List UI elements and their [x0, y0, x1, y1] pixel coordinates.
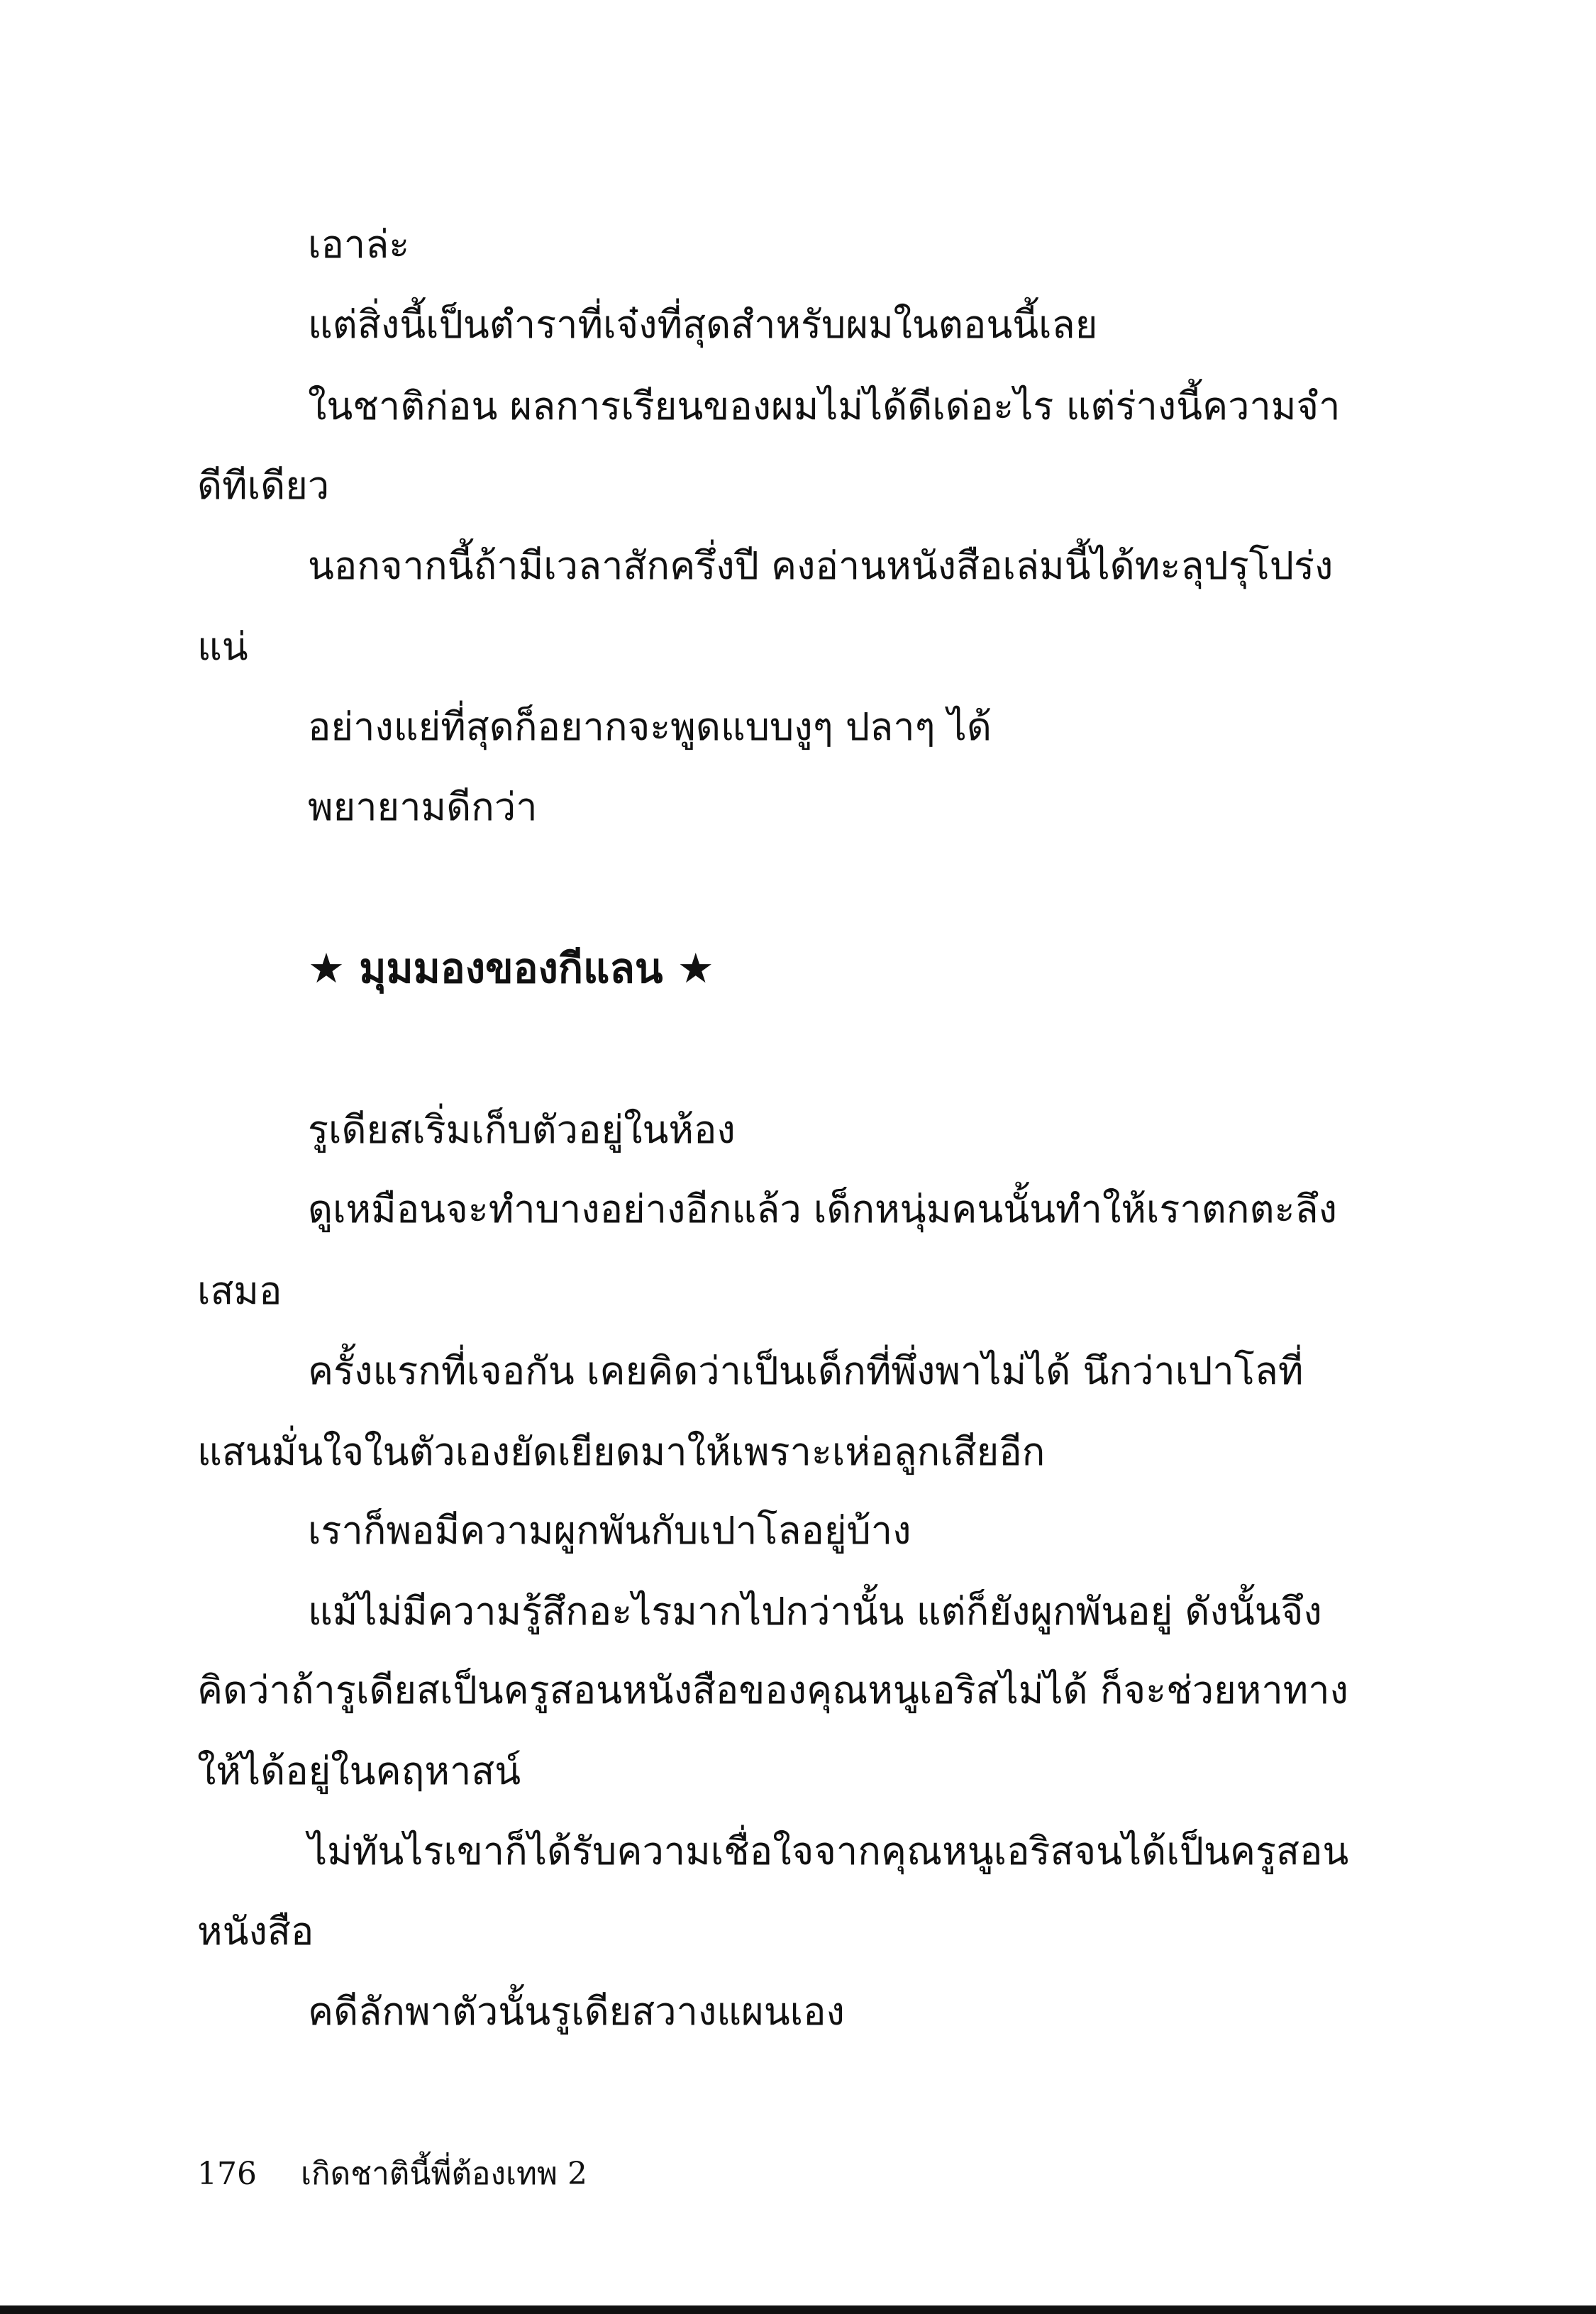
paragraph-line: แสนมั่นใจในตัวเองยัดเยียดมาให้เพราะเห่อลูกเสียอีก	[197, 1429, 1046, 1474]
paragraph-line: อย่างแย่ที่สุดก็อยากจะพูดแบบงูๆ ปลาๆ ได้	[308, 704, 992, 749]
star-icon: ★	[677, 944, 714, 992]
paragraph-line: ให้ได้อยู่ในคฤหาสน์	[197, 1749, 521, 1793]
paragraph-line: แน่	[197, 624, 248, 669]
paragraph-line: แม้ไม่มีความรู้สึกอะไรมากไปกว่านั้น แต่ก็ยังผูกพันอยู่ ดังนั้นจึง	[308, 1589, 1322, 1634]
page-footer	[197, 2153, 587, 2196]
paragraph-line: ไม่ทันไรเขาก็ได้รับความเชื่อใจจากคุณหนูเอริสจนได้เป็นครูสอน	[308, 1829, 1349, 1873]
paragraph-line: ดูเหมือนจะทำบางอย่างอีกแล้ว เด็กหนุ่มคนนั้นทำให้เราตกตะลึง	[308, 1187, 1338, 1231]
paragraph-line: ดีทีเดียว	[197, 463, 330, 508]
bottom-border	[0, 2305, 1596, 2314]
paragraph-line: คดีลักพาตัวนั้นรูเดียสวางแผนเอง	[308, 1989, 845, 2034]
paragraph-line: รูเดียสเริ่มเก็บตัวอยู่ในห้อง	[308, 1107, 736, 1152]
paragraph-line: ครั้งแรกที่เจอกัน เคยคิดว่าเป็นเด็กที่พึ่งพาไม่ได้ นึกว่าเปาโลที่	[308, 1349, 1304, 1393]
paragraph-line: หนังสือ	[197, 1909, 314, 1954]
paragraph-line: เราก็พอมีความผูกพันกับเปาโลอยู่บ้าง	[308, 1508, 911, 1553]
paragraph-line: คิดว่าถ้ารูเดียสเป็นครูสอนหนังสือของคุณหนูเอริสไม่ได้ ก็จะช่วยหาทาง	[197, 1668, 1348, 1712]
paragraph-line: ในชาติก่อน ผลการเรียนของผมไม่ได้ดีเด่อะไร แต่ร่างนี้ความจำ	[308, 384, 1341, 428]
section-title: มุมมองของกีแลน	[359, 944, 663, 992]
paragraph-line: เสมอ	[197, 1268, 282, 1313]
book-title: เกิดชาตินี้พี่ต้องเทพ 2	[300, 2156, 587, 2192]
paragraph-line: แต่สิ่งนี้เป็นตำราที่เจ๋งที่สุดสำหรับผมในตอนนี้เลย	[308, 302, 1098, 347]
paragraph-line: พยายามดีกว่า	[308, 785, 538, 829]
star-icon: ★	[308, 944, 345, 992]
paragraph-line: นอกจากนี้ถ้ามีเวลาสักครึ่งปี คงอ่านหนังสือเล่มนี้ได้ทะลุปรุโปร่ง	[308, 543, 1334, 588]
section-heading	[308, 940, 714, 997]
page-number: 176	[197, 2156, 257, 2192]
paragraph-line: เอาล่ะ	[308, 222, 410, 267]
